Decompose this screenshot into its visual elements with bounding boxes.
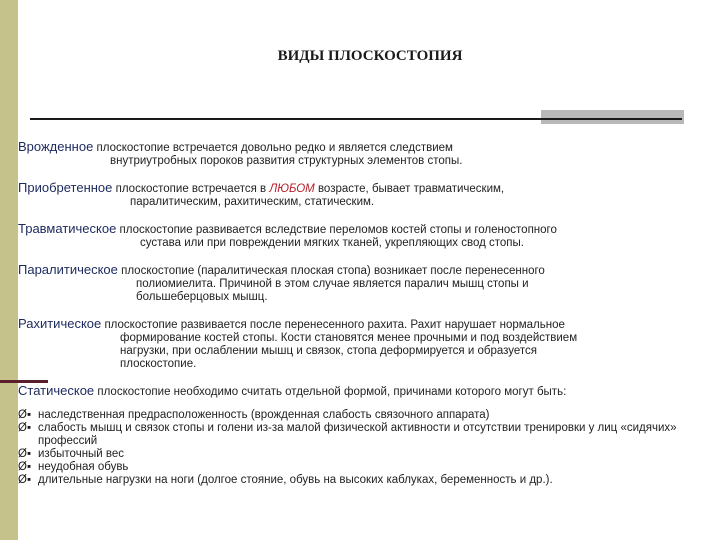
list-item-text: избыточный вес [38, 448, 125, 460]
list-item [18, 422, 708, 448]
list-item-text: слабость мышц и связок стопы и голени из-за малой физической активности и отсутствии [38, 422, 522, 434]
arrow-bullet-icon: Ø▪ [18, 474, 32, 486]
title-rule [30, 118, 682, 120]
list-item [18, 461, 708, 474]
paragraph-static [18, 384, 708, 399]
paragraph-text: возрасте, бывает травматическим, [317, 183, 505, 195]
arrow-bullet-icon: Ø▪ [18, 448, 32, 460]
paragraph-heading: Рахитическое [18, 316, 102, 331]
highlight-word: ЛЮБОМ [269, 183, 315, 195]
list-item-text: наследственная предрасположенность (врожденная слабость связочного аппарата) [38, 409, 490, 421]
title-rule-accent [541, 110, 684, 124]
list-item [18, 409, 708, 422]
left-decorative-bar [0, 0, 18, 540]
paragraph-text-cont: полиомиелита. Причиной в этом случае является паралич мышц стопы и [136, 278, 529, 290]
content-area [18, 140, 708, 487]
causes-list [18, 409, 708, 487]
arrow-bullet-icon: Ø▪ [18, 409, 32, 421]
paragraph-text: плоскостопие развивается вследствие переломов костей стопы и голеностопного [119, 224, 557, 236]
list-item [18, 474, 708, 487]
paragraph-text-cont: внутриутробных пороков развития структурных элементов стопы. [110, 155, 463, 167]
page-title: ВИДЫ ПЛОСКОСТОПИЯ [277, 48, 463, 64]
paragraph-heading: Травматическое [18, 221, 117, 236]
paragraph-text-cont: плоскостопие. [120, 358, 197, 370]
paragraph-text: плоскостопие развивается после перенесенного рахита. Рахит нарушает нормальное [104, 319, 565, 331]
paragraph-congenital [18, 140, 708, 168]
paragraph-text: плоскостопие необходимо считать отдельной формой, причинами которого могут быть: [97, 386, 567, 398]
paragraph-text: плоскостопие встречается в [115, 183, 267, 195]
paragraph-text-cont: сустава или при повреждении мягких тканей, укрепляющих свод стопы. [140, 237, 524, 249]
paragraph-heading: Паралитическое [18, 262, 118, 277]
paragraph-acquired [18, 181, 708, 209]
paragraph-rickets [18, 317, 708, 371]
arrow-bullet-icon: Ø▪ [18, 422, 32, 434]
paragraph-text: плоскостопие встречается довольно редко и является следствием [96, 142, 453, 154]
list-item-text: неудобная обувь [38, 461, 129, 473]
paragraph-text-cont: паралитическим, рахитическим, статическим. [130, 196, 375, 208]
paragraph-heading: Приобретенное [18, 180, 113, 195]
list-item [18, 448, 708, 461]
paragraph-heading: Статическое [18, 383, 95, 398]
list-item-text-cont: тренировки у лиц «сидячих» профессий [38, 422, 677, 447]
paragraph-text-cont: нагрузки, при ослаблении мышц и связок, стопа деформируется и образуется [120, 345, 538, 357]
paragraph-text-cont: большеберцовых мышц. [136, 291, 268, 303]
paragraph-traumatic [18, 222, 708, 250]
list-item-text: длительные нагрузки на ноги (долгое стояние, обувь на высоких каблуках, беременность и др.). [38, 474, 553, 486]
paragraph-text: плоскостопие (паралитическая плоская стопа) возникает после перенесенного [121, 265, 545, 277]
arrow-bullet-icon: Ø▪ [18, 461, 32, 473]
paragraph-heading: Врожденное [18, 139, 94, 154]
paragraph-text-cont: формирование костей стопы. Кости становятся менее прочными и под воздействием [120, 332, 578, 344]
paragraph-paralytic [18, 263, 708, 304]
